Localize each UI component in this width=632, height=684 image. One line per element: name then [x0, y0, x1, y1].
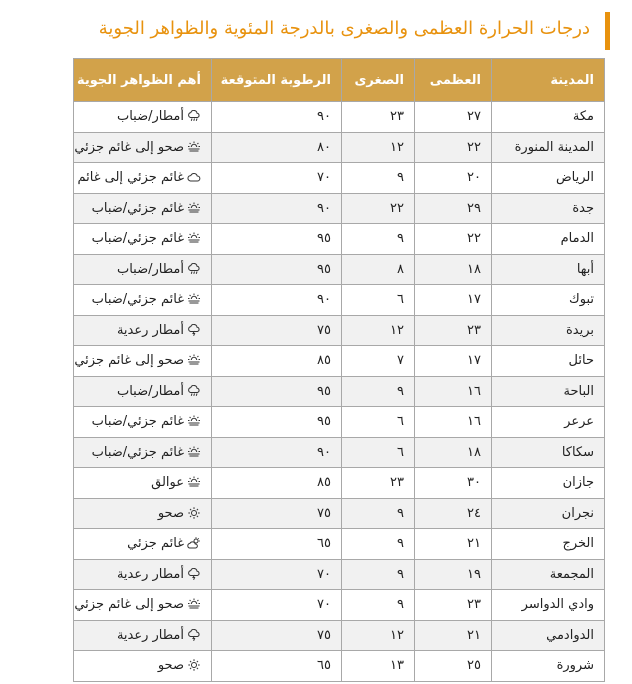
cell-min-temp: ٢٣	[342, 468, 415, 499]
cell-city: نجران	[492, 498, 605, 529]
sun-fog-icon	[187, 354, 201, 366]
cell-humidity: ٦٥	[212, 529, 342, 560]
cell-min-temp: ٦	[342, 407, 415, 438]
table-row	[74, 620, 605, 651]
cell-city: المدينة المنورة	[492, 132, 605, 163]
cell-phenomena	[74, 254, 212, 285]
cell-min-temp: ٢٢	[342, 193, 415, 224]
phenomena-text: صحو إلى غائم جزئي	[74, 353, 184, 369]
cell-max-temp: ٢٣	[415, 315, 492, 346]
cell-max-temp: ٢٢	[415, 132, 492, 163]
cell-humidity: ٧٥	[212, 498, 342, 529]
table-row	[74, 407, 605, 438]
phenomena-text: صحو	[157, 505, 184, 521]
cell-city: الرياض	[492, 163, 605, 194]
cell-min-temp: ٩	[342, 559, 415, 590]
cell-min-temp: ٦	[342, 285, 415, 316]
cell-humidity: ٨٠	[212, 132, 342, 163]
table-row	[74, 163, 605, 194]
cell-min-temp: ٨	[342, 254, 415, 285]
cell-min-temp: ٧	[342, 346, 415, 377]
cell-min-temp: ١٢	[342, 132, 415, 163]
column-header-humidity: الرطوبة المتوقعة	[212, 59, 342, 102]
column-header-min: الصغرى	[342, 59, 415, 102]
cell-city: شرورة	[492, 651, 605, 682]
cell-humidity: ٩٥	[212, 224, 342, 255]
cell-humidity: ٧٠	[212, 559, 342, 590]
cell-max-temp: ٢٧	[415, 102, 492, 133]
cell-humidity: ٩٠	[212, 102, 342, 133]
cell-min-temp: ٩	[342, 376, 415, 407]
cell-city: أبها	[492, 254, 605, 285]
table-row	[74, 346, 605, 377]
cell-phenomena	[74, 407, 212, 438]
cell-max-temp: ٢١	[415, 620, 492, 651]
cell-max-temp: ١٨	[415, 437, 492, 468]
cell-humidity: ٧٥	[212, 620, 342, 651]
sun-fog-icon	[187, 202, 201, 214]
cell-phenomena	[74, 132, 212, 163]
table-row	[74, 437, 605, 468]
table-row	[74, 498, 605, 529]
cell-phenomena	[74, 437, 212, 468]
table-row	[74, 254, 605, 285]
cell-phenomena	[74, 529, 212, 560]
cell-max-temp: ١٧	[415, 285, 492, 316]
cell-city: عرعر	[492, 407, 605, 438]
cell-city: جدة	[492, 193, 605, 224]
cell-humidity: ٩٥	[212, 376, 342, 407]
table-row	[74, 468, 605, 499]
phenomena-text: عوالق	[151, 475, 184, 491]
cell-min-temp: ١٢	[342, 620, 415, 651]
cell-phenomena	[74, 468, 212, 499]
cell-max-temp: ٢٠	[415, 163, 492, 194]
phenomena-text: أمطار/ضباب	[116, 109, 184, 125]
cell-max-temp: ٢٢	[415, 224, 492, 255]
cell-min-temp: ٩	[342, 590, 415, 621]
page-header	[10, 12, 610, 50]
cell-humidity: ٩٠	[212, 437, 342, 468]
cell-phenomena	[74, 315, 212, 346]
cell-min-temp: ٩	[342, 224, 415, 255]
cell-city: الخرج	[492, 529, 605, 560]
column-header-city: المدينة	[492, 59, 605, 102]
cell-city: تبوك	[492, 285, 605, 316]
cell-humidity: ٩٥	[212, 254, 342, 285]
rain-cloud-icon	[187, 110, 201, 122]
cell-city: جازان	[492, 468, 605, 499]
column-header-phenomena: أهم الظواهر الجوية	[74, 59, 212, 102]
cell-max-temp: ٣٠	[415, 468, 492, 499]
phenomena-text: أمطار/ضباب	[116, 383, 184, 399]
phenomena-text: صحو إلى غائم جزئي	[74, 139, 184, 155]
cell-phenomena	[74, 620, 212, 651]
thunder-cloud-icon	[187, 629, 201, 641]
cell-phenomena	[74, 498, 212, 529]
cell-max-temp: ٢٥	[415, 651, 492, 682]
column-header-max: العظمى	[415, 59, 492, 102]
cell-min-temp: ١٢	[342, 315, 415, 346]
table-row	[74, 590, 605, 621]
cell-max-temp: ١٨	[415, 254, 492, 285]
cell-city: بريدة	[492, 315, 605, 346]
cell-max-temp: ١٦	[415, 376, 492, 407]
phenomena-text: صحو	[157, 658, 184, 674]
table-row	[74, 315, 605, 346]
cell-phenomena	[74, 193, 212, 224]
cell-phenomena	[74, 224, 212, 255]
cell-min-temp: ٩	[342, 498, 415, 529]
cell-max-temp: ١٧	[415, 346, 492, 377]
table-row	[74, 224, 605, 255]
phenomena-text: أمطار رعدية	[116, 322, 184, 338]
sun-fog-icon	[187, 415, 201, 427]
phenomena-text: غائم جزئي/ضباب	[91, 292, 184, 308]
cell-phenomena	[74, 559, 212, 590]
table-row	[74, 132, 605, 163]
table-row	[74, 193, 605, 224]
phenomena-text: أمطار رعدية	[116, 566, 184, 582]
cell-humidity: ٧٥	[212, 315, 342, 346]
phenomena-text: غائم جزئي/ضباب	[91, 414, 184, 430]
table-row	[74, 285, 605, 316]
cell-city: الدمام	[492, 224, 605, 255]
cell-humidity: ٨٥	[212, 468, 342, 499]
cell-max-temp: ٢٤	[415, 498, 492, 529]
cell-city: سكاكا	[492, 437, 605, 468]
cell-phenomena	[74, 346, 212, 377]
sun-fog-icon	[187, 293, 201, 305]
table-row	[74, 376, 605, 407]
cell-humidity: ٩٠	[212, 193, 342, 224]
cell-max-temp: ١٦	[415, 407, 492, 438]
title-accent-bar	[605, 12, 610, 50]
cell-humidity: ٧٠	[212, 163, 342, 194]
phenomena-text: أمطار رعدية	[116, 627, 184, 643]
cloud-icon	[187, 171, 201, 183]
cell-min-temp: ٦	[342, 437, 415, 468]
phenomena-text: غائم جزئي	[127, 536, 184, 552]
phenomena-text: غائم جزئي/ضباب	[91, 444, 184, 460]
cell-city: المجمعة	[492, 559, 605, 590]
cell-city: الدوادمي	[492, 620, 605, 651]
phenomena-text: غائم جزئي إلى غائم	[77, 170, 184, 186]
table-row	[74, 102, 605, 133]
cell-min-temp: ٢٣	[342, 102, 415, 133]
cell-city: وادي الدواسر	[492, 590, 605, 621]
sun-icon	[187, 507, 201, 519]
cell-humidity: ٦٥	[212, 651, 342, 682]
table-row	[74, 651, 605, 682]
cell-max-temp: ١٩	[415, 559, 492, 590]
cell-city: الباحة	[492, 376, 605, 407]
cell-humidity: ٨٥	[212, 346, 342, 377]
table-row	[74, 559, 605, 590]
phenomena-text: أمطار/ضباب	[116, 261, 184, 277]
partly-cloudy-icon	[187, 537, 201, 549]
cell-humidity: ٩٠	[212, 285, 342, 316]
cell-humidity: ٧٠	[212, 590, 342, 621]
cell-phenomena	[74, 651, 212, 682]
cell-max-temp: ٢٩	[415, 193, 492, 224]
phenomena-text: غائم جزئي/ضباب	[91, 200, 184, 216]
cell-max-temp: ٢١	[415, 529, 492, 560]
sun-fog-icon	[187, 141, 201, 153]
page-title: درجات الحرارة العظمى والصغرى بالدرجة المئوية والظواهر الجوية	[98, 18, 590, 39]
cell-max-temp: ٢٣	[415, 590, 492, 621]
cell-phenomena	[74, 163, 212, 194]
sun-fog-icon	[187, 476, 201, 488]
cell-phenomena	[74, 102, 212, 133]
phenomena-text: صحو إلى غائم جزئي	[74, 597, 184, 613]
weather-table	[73, 58, 605, 682]
cell-min-temp: ١٣	[342, 651, 415, 682]
cell-phenomena	[74, 285, 212, 316]
rain-cloud-icon	[187, 385, 201, 397]
cell-humidity: ٩٥	[212, 407, 342, 438]
sun-fog-icon	[187, 598, 201, 610]
cell-phenomena	[74, 590, 212, 621]
table-row	[74, 529, 605, 560]
table-header-row	[74, 59, 605, 102]
rain-cloud-icon	[187, 263, 201, 275]
thunder-cloud-icon	[187, 568, 201, 580]
cell-city: حائل	[492, 346, 605, 377]
cell-city: مكة	[492, 102, 605, 133]
sun-fog-icon	[187, 446, 201, 458]
sun-icon	[187, 659, 201, 671]
thunder-cloud-icon	[187, 324, 201, 336]
sun-fog-icon	[187, 232, 201, 244]
cell-min-temp: ٩	[342, 163, 415, 194]
cell-min-temp: ٩	[342, 529, 415, 560]
cell-phenomena	[74, 376, 212, 407]
phenomena-text: غائم جزئي/ضباب	[91, 231, 184, 247]
